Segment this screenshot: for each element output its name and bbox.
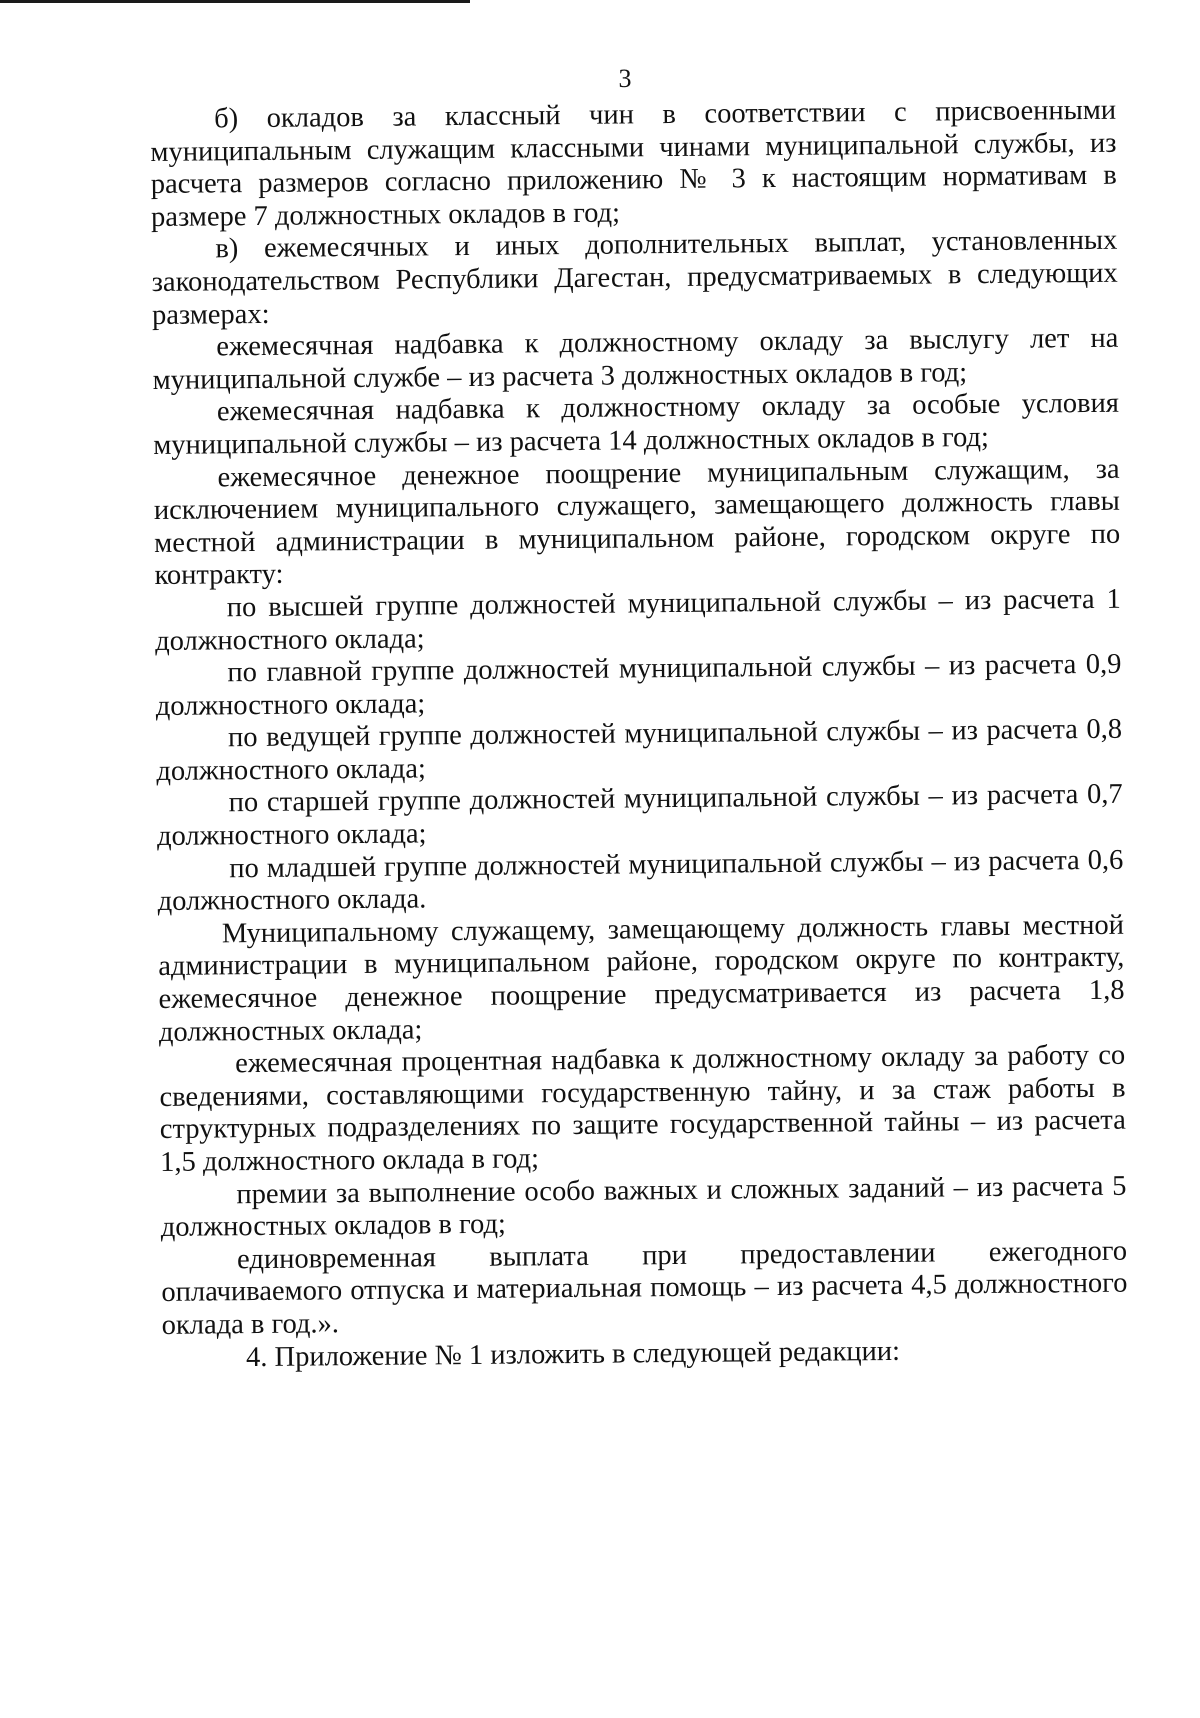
- paragraph-seniority-bonus: ежемесячная надбавка к должностному окладу за выслугу лет на муниципальной службе – из расчета 3 должностных окладов в год;: [152, 322, 1119, 396]
- paragraph-senior-group: по старшей группе должностей муниципальной службы – из расчета 0,7 должностного оклада;: [156, 779, 1123, 853]
- page-number: 3: [618, 64, 632, 93]
- paragraph-premiums: премии за выполнение особо важных и сложных заданий – из расчета 5 должностных окладов в год;: [160, 1170, 1127, 1244]
- paragraph-additional-payments: в) ежемесячных и иных дополнительных выплат, установленных законодательством Республики Дагестан, предусматриваемых в следующих размерах:: [151, 225, 1118, 331]
- paragraph-class-rank-salary: б) окладов за классный чин в соответствии с присвоенными муниципальным служащим классными чинами муниципальной службы, из расчета размеров согласно приложению № 3 к настоящим нормативам в размере 7 должностных окладов в год;: [150, 94, 1117, 233]
- paragraph-junior-group: по младшей группе должностей муниципальной службы – из расчета 0,6 должностного оклада.: [157, 844, 1124, 918]
- paragraph-leading-group: по ведущей группе должностей муниципальной службы – из расчета 0,8 должностного оклада;: [156, 713, 1123, 787]
- paragraph-monthly-incentive: ежемесячное денежное поощрение муниципальным служащим, за исключением муниципального служащего, замещающего должность главы местной администрации в муниципальном районе, городском округе по контракту:: [153, 453, 1121, 592]
- document-body: [150, 95, 1128, 1375]
- paragraph-state-secret-bonus: ежемесячная процентная надбавка к должностному окладу за работу со сведениями, составляющими государственную тайну, и за стаж работы в структурных подразделениях по защите государственной тайны – из расчета 1,5 должностного оклада в год;: [159, 1039, 1126, 1178]
- scan-edge-line: [0, 0, 470, 3]
- paragraph-special-conditions-bonus: ежемесячная надбавка к должностному окладу за особые условия муниципальной службы – из расчета 14 должностных окладов в год;: [153, 388, 1120, 461]
- paragraph-vacation-payment: единовременная выплата при предоставлении ежегодного оплачиваемого отпуска и материальная помощь – из расчета 4,5 должностного оклада в год.».: [161, 1235, 1128, 1341]
- paragraph-main-group: по главной группе должностей муниципальной службы – из расчета 0,9 должностного оклада;: [155, 648, 1122, 722]
- paragraph-appendix-1: 4. Приложение № 1 изложить в следующей редакции:: [245, 1335, 901, 1373]
- paragraph-highest-group: по высшей группе должностей муниципальной службы – из расчета 1 должностного оклада;: [155, 583, 1121, 657]
- paragraph-head-of-administration: Муниципальному служащему, замещающему должность главы местной администрации в муниципальном районе, городском округе по контракту, ежемесячное денежное поощрение предусматривается из расчета 1,8 должностных оклада;: [158, 909, 1125, 1048]
